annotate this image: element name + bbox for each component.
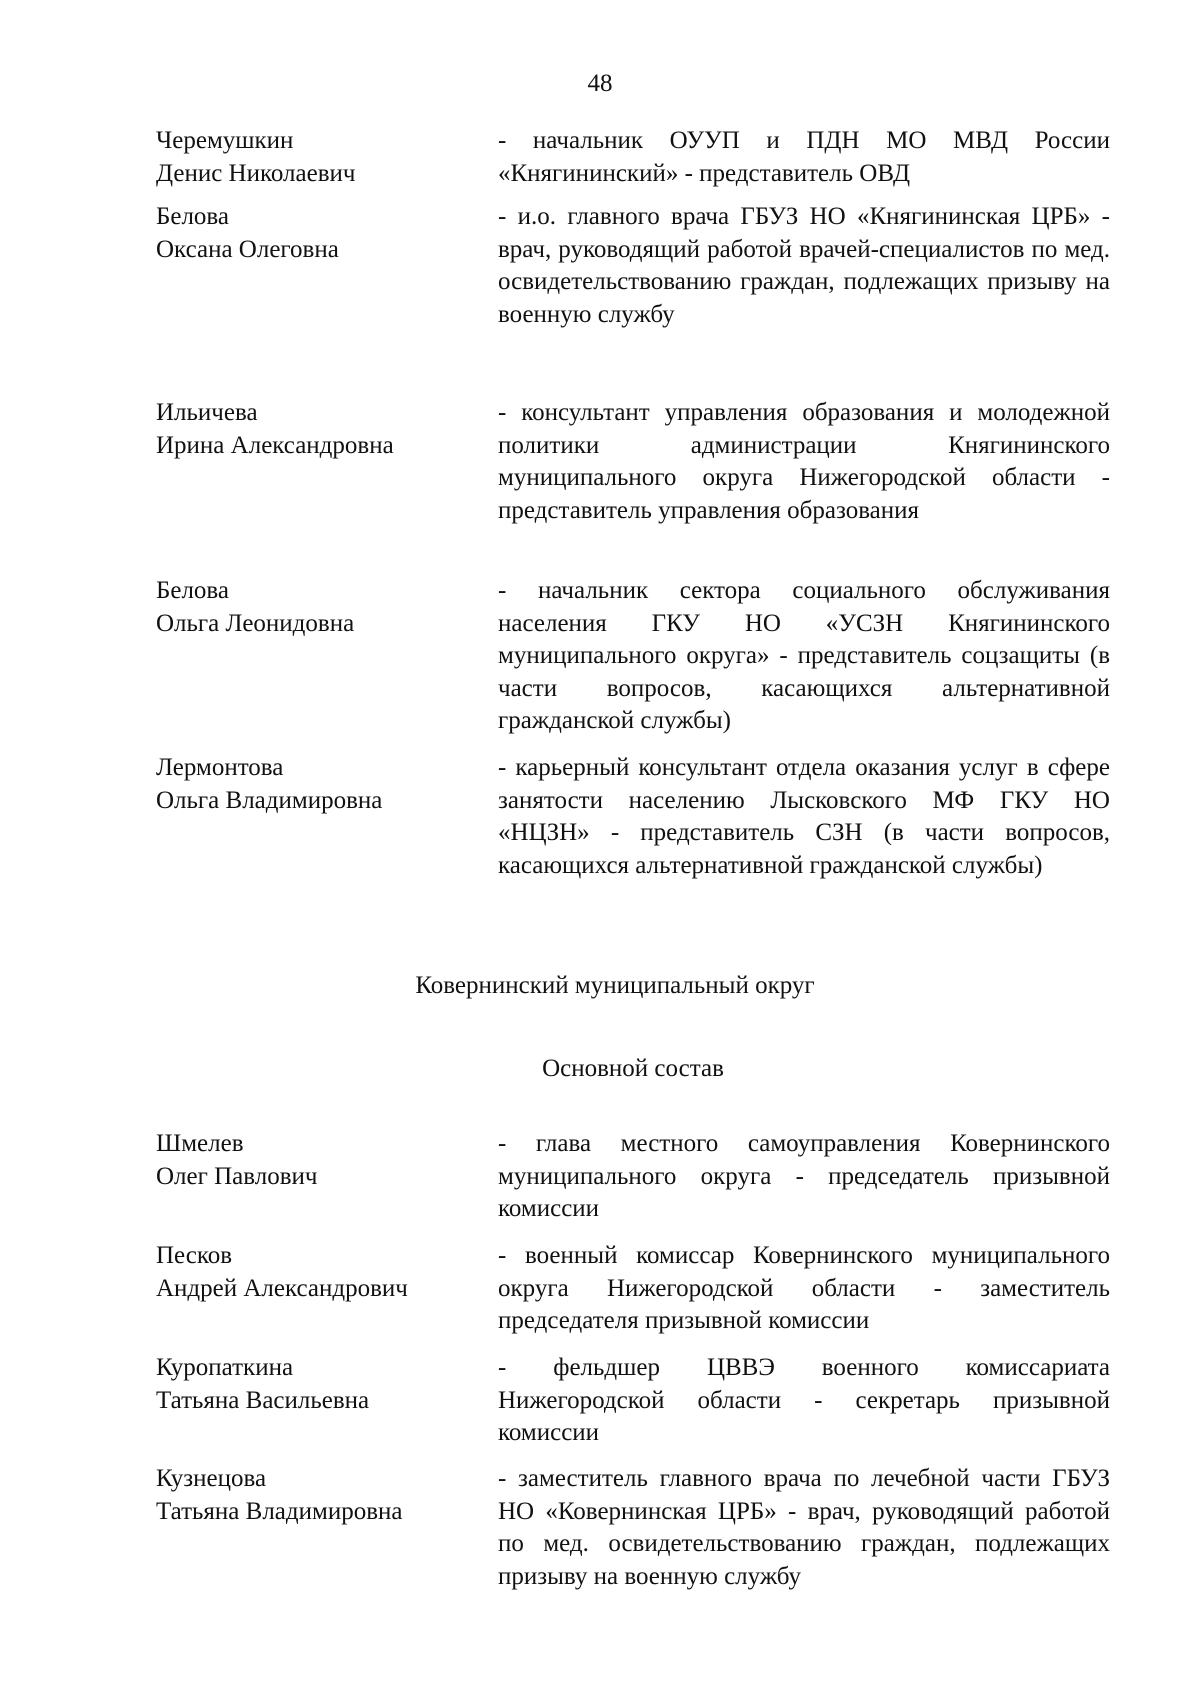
member-given-names: Ирина Александровна (156, 431, 394, 459)
member-name (156, 1352, 476, 1417)
page-number: 48 (587, 70, 613, 97)
member-name (156, 397, 476, 462)
member-surname: Песков (156, 1242, 233, 1269)
member-role: - начальник ОУУП и ПДН МО МВД России «Княгининский» - представитель ОВД (498, 127, 1110, 187)
member-given-names: Андрей Александрович (156, 1274, 408, 1302)
member-given-names: Оксана Олеговна (156, 235, 339, 263)
member-role: - глава местного самоуправления Ковернинского муниципального округа - председатель призывной комиссии (498, 1130, 1110, 1223)
member-role: - военный комиссар Ковернинского муниципального округа Нижегородской области - заместитель председателя призывной комиссии (498, 1242, 1110, 1335)
member-role: - фельдшер ЦВВЭ военного комиссариата Нижегородской области - секретарь призывной комиссии (498, 1354, 1110, 1447)
subsection-title: Основной состав (542, 1055, 724, 1082)
member-given-names: Денис Николаевич (156, 159, 356, 187)
member-surname: Кузнецова (156, 1465, 267, 1492)
member-name (156, 201, 476, 266)
member-given-names: Татьяна Васильевна (156, 1386, 370, 1414)
member-surname: Ильичева (156, 399, 258, 426)
member-surname: Лермонтова (156, 754, 284, 781)
member-name (156, 1128, 476, 1193)
member-surname: Белова (156, 577, 229, 604)
member-name (156, 1463, 476, 1528)
member-given-names: Татьяна Владимировна (156, 1497, 403, 1525)
member-role: - консультант управления образования и молодежной политики администрации Княгининского муниципального округа Нижегородской области - представитель управления образования (498, 399, 1110, 524)
member-role: - начальник сектора социального обслуживания населения ГКУ НО «УСЗН Княгининского муниципального округа» - представитель соцзащиты (в части вопросов, касающихся альтернативной гражданской службы) (498, 577, 1110, 735)
member-given-names: Олег Павлович (156, 1162, 318, 1190)
member-surname: Шмелев (156, 1130, 244, 1157)
member-surname: Белова (156, 203, 229, 230)
member-role: - и.о. главного врача ГБУЗ НО «Княгининская ЦРБ» - врач, руководящий работой врачей-специалистов по мед. освидетельствованию граждан, подлежащих призыву на военную службу (498, 203, 1110, 328)
member-role: - карьерный консультант отдела оказания услуг в сфере занятости населению Лысковского МФ ГКУ НО «НЦЗН» - представитель СЗН (в части вопросов, касающихся альтернативной гражданской службы) (498, 754, 1110, 879)
member-surname: Куропаткина (156, 1354, 294, 1381)
member-name (156, 752, 476, 817)
member-given-names: Ольга Владимировна (156, 786, 383, 814)
member-role: - заместитель главного врача по лечебной части ГБУЗ НО «Ковернинская ЦРБ» - врач, руководящий работой по мед. освидетельствованию граждан, подлежащих призыву на военную службу (498, 1465, 1110, 1590)
member-surname: Черемушкин (156, 127, 294, 154)
member-name (156, 1240, 476, 1305)
member-name (156, 125, 476, 190)
section-title: Ковернинский муниципальный округ (415, 972, 815, 999)
member-name (156, 575, 476, 640)
member-given-names: Ольга Леонидовна (156, 609, 355, 637)
